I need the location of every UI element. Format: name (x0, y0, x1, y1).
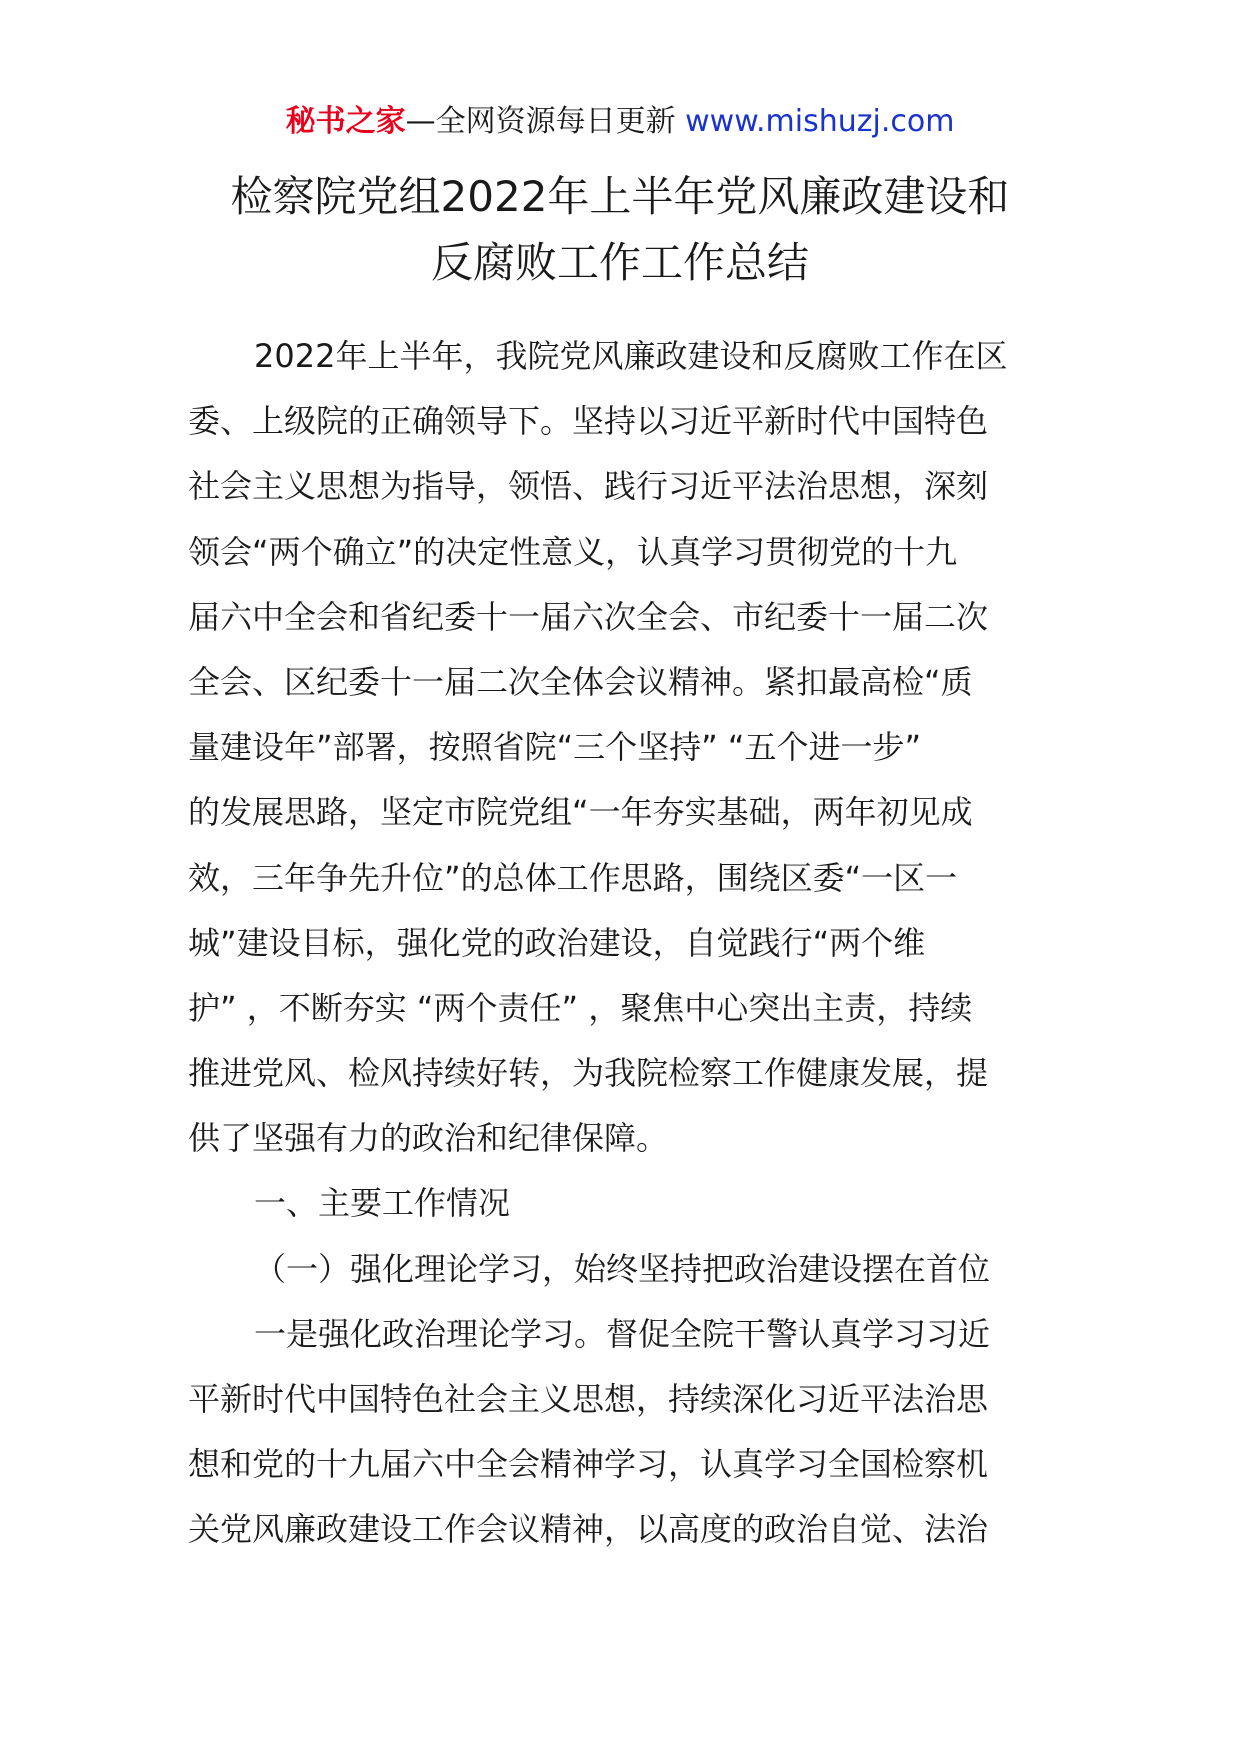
body-line: 委、上级院的正确领导下。坚持以习近平新时代中国特色 (188, 402, 989, 441)
subsection-heading: （一）强化理论学习，始终坚持把政治建设摆在首位 (254, 1249, 991, 1288)
site-header (0, 100, 1240, 144)
body-line: 供了坚强有力的政治和纪律保障。 (188, 1119, 669, 1158)
site-url-link[interactable]: www.mishuzj.com (685, 104, 955, 139)
body-line: 领会“两个确立”的决定性意义，认真学习贯彻党的十九 (188, 532, 958, 571)
body-line: 一是强化政治理论学习。督促全院干警认真学习习近 (254, 1314, 991, 1353)
document-title (150, 164, 1090, 296)
body-line: 量建设年”部署，按照省院“三个坚持” “五个进一步” (188, 728, 922, 767)
section-heading: 一、主要工作情况 (254, 1184, 511, 1223)
body-line: 想和党的十九届六中全会精神学习，认真学习全国检察机 (188, 1445, 989, 1484)
body-line: 平新时代中国特色社会主义思想，持续深化习近平法治思 (188, 1380, 989, 1418)
body-line: 的发展思路，坚定市院党组“一年夯实基础，两年初见成 (188, 793, 973, 832)
title-line-2: 反腐败工作工作总结 (430, 238, 809, 287)
body-line: 城”建设目标，强化党的政治建设，自觉践行“两个维 (188, 923, 926, 962)
title-line-1: 检察院党组2022年上半年党风廉政建设和 (230, 172, 1010, 221)
body-line: 护” ，不断夯实 “两个责任” ，聚焦中心突出主责，持续 (188, 988, 973, 1027)
body-line: 关党风廉政建设工作会议精神，以高度的政治自觉、法治 (188, 1510, 989, 1549)
body-line: 届六中全会和省纪委十一届六次全会、市纪委十一届二次 (188, 597, 989, 636)
body-line: 社会主义思想为指导，领悟、践行习近平法治思想，深刻 (188, 467, 989, 506)
site-tagline: —全网资源每日更新 (405, 104, 676, 139)
body-line: 2022年上半年，我院党风廉政建设和反腐败工作在区 (254, 337, 1008, 375)
body-line: 全会、区纪委十一届二次全体会议精神。紧扣最高检“质 (188, 662, 973, 701)
body-line: 推进党风、检风持续好转，为我院检察工作健康发展，提 (188, 1054, 989, 1093)
body-line: 效，三年争先升位”的总体工作思路，围绕区委“一区一 (188, 858, 958, 897)
document-body (188, 324, 1058, 1563)
site-brand: 秘书之家 (285, 104, 406, 139)
